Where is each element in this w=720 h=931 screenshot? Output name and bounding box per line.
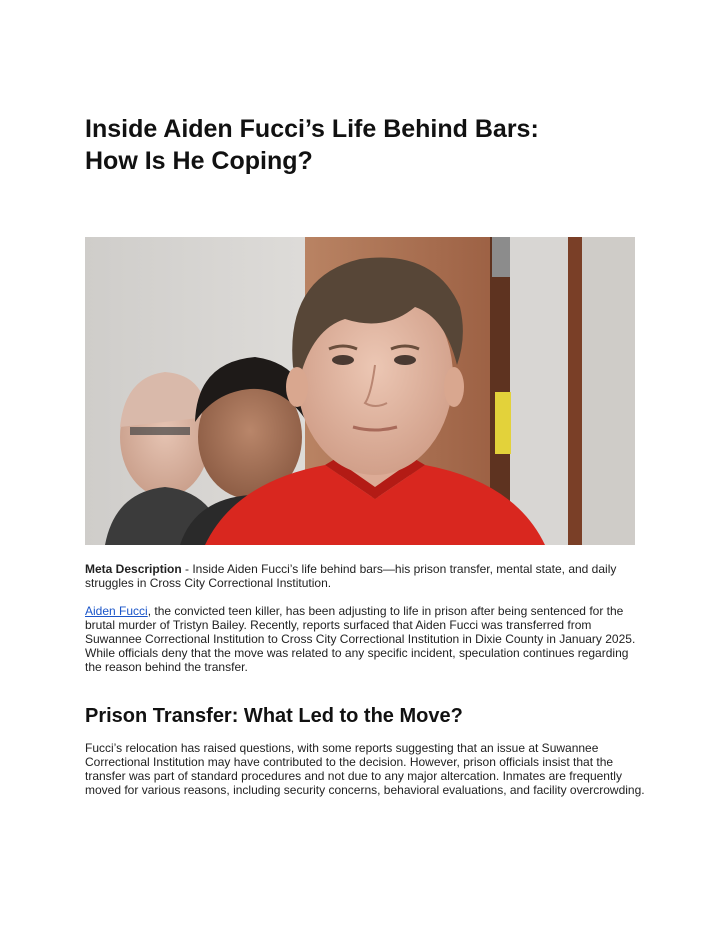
meta-description	[85, 562, 645, 590]
section-heading: Prison Transfer: What Led to the Move?	[85, 705, 463, 727]
intro-text: , the convicted teen killer, has been adjusting to life in prison after being sentenced for the brutal murder of Tristyn Bailey. Recently, reports surfaced that Aiden Fucci was transferred from Suwannee Correctional Institution to Cross City Correctional Institution in Dixie County in January 2025. While officials deny that the move was related to any specific incident, speculation continues regarding the reason behind the transfer.	[85, 604, 636, 674]
title-line-2: How Is He Coping?	[85, 147, 313, 175]
section-paragraph: Fucci’s relocation has raised questions, with some reports suggesting that an issue at Suwannee Correctional Institution may have contributed to the decision. However, prison officials insist that the transfer was part of standard procedures and not due to any major altercation. Inmates are frequently moved for various reasons, including security concerns, behavioral evaluations, and facility overcrowding.	[85, 741, 645, 797]
aiden-fucci-link[interactable]: Aiden Fucci	[85, 604, 148, 618]
article-photo	[85, 237, 635, 545]
intro-paragraph	[85, 604, 645, 674]
courtroom-photo-icon	[85, 237, 635, 545]
meta-label: Meta Description	[85, 562, 182, 576]
article-title	[85, 113, 645, 177]
title-line-1: Inside Aiden Fucci’s Life Behind Bars:	[85, 115, 539, 143]
meta-text: - Inside Aiden Fucci’s life behind bars—his prison transfer, mental state, and daily struggles in Cross City Correctional Institution.	[85, 562, 617, 590]
